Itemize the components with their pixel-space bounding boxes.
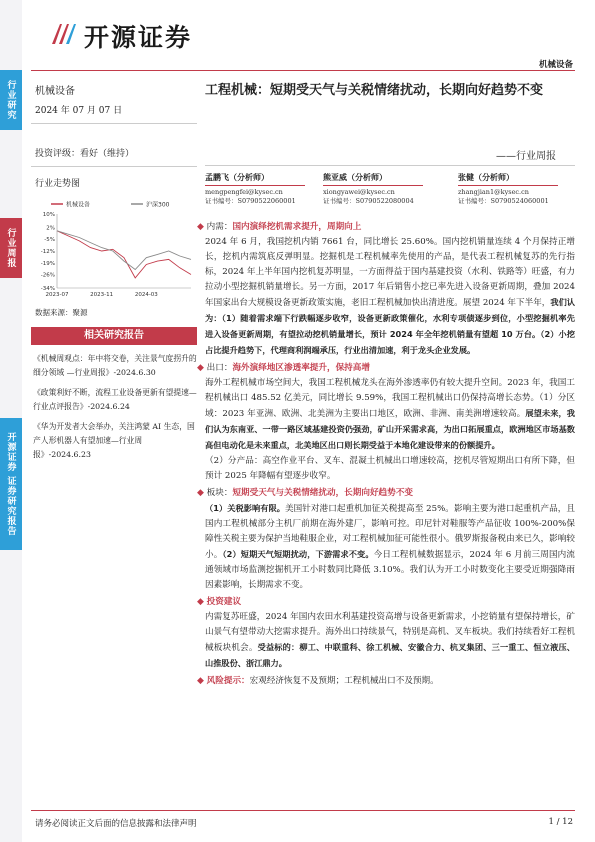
related-report-item[interactable]: 《华为开发者大会举办，关注鸿蒙 AI 生态，国产人形机器人有望加速—行业周报》-2024.6.23 xyxy=(33,422,195,459)
analyst-card xyxy=(205,172,325,205)
paragraph-sector xyxy=(197,501,575,593)
section-heading-sector xyxy=(197,486,575,501)
section-heading-advice xyxy=(197,595,575,610)
x-tick-label: 2023-11 xyxy=(90,292,114,298)
paragraph-bold: （2）短期天气短期扰动，下游需求不变。 xyxy=(222,549,374,559)
legend-label: 机械设备 xyxy=(66,201,91,209)
risk-warning xyxy=(197,674,575,689)
section-heading-export xyxy=(197,361,575,376)
paragraph-text: 美国针对港口起重机加征关税提高至 25%。影响主要为港口起重机产品，且国内工程机械部分主机厂前期在海外建厂，影响可控。印尼针对鞋服等产品征收 100%-200%保障性关税主要为保护当地鞋服企业，对工程机械加征可能性很小。俄罗斯报备税由来已久，影响较小。 xyxy=(205,504,575,560)
trend-title: 行业走势图 xyxy=(35,179,81,189)
analyst-underline xyxy=(323,185,423,186)
section-heading-prefix: 板块： xyxy=(206,488,233,498)
section-heading-text: 投资建议 xyxy=(206,597,242,607)
series-line xyxy=(57,231,191,278)
paragraph-bold: 我们认为：（1）随着需求端下行跌幅逐步收窄，设备更新政策催化，水利专项债逐步到位，小型挖掘机率先进入设备更新周期，有望拉动挖机销量增长，预计 2024 年全年挖机销量有望超 10 万台。（2）小挖占比提升趋势下，代理商利润端承压，行业出清加速，利于龙头企业发展。 xyxy=(205,297,575,355)
analyst-name: 张健（分析师） xyxy=(458,173,514,182)
left-date: 2024 年 07 月 07 日 xyxy=(35,106,123,116)
analyst-card xyxy=(458,172,575,205)
left-divider-2 xyxy=(31,166,197,167)
report-body xyxy=(197,220,575,689)
header-category: 机械设备 xyxy=(538,60,573,70)
x-tick-label: 2023-07 xyxy=(45,292,69,298)
analyst-cert: 证书编号：S0790524060001 xyxy=(458,197,549,205)
sidebar-tab-industry-research: 行业研究 xyxy=(0,70,22,130)
data-source: 数据来源：聚源 xyxy=(35,308,88,317)
paragraph-text: 今日工程机械数据显示，2024 年 6 月前三周国内流通领域市场监测挖掘机开工小时数同比降低 3.10%。我们认为开工小时数变化主要受近期强降雨因素影响，长期需求不变。 xyxy=(205,550,575,590)
section-heading-text: 国内演绎挖机需求提升，周期向上 xyxy=(232,222,362,232)
risk-heading: 风险提示： xyxy=(206,676,250,686)
paragraph-bold: 展望未来，我们认为东南亚、一带一路区域基建投资仍强劲，矿山开采需求高，为出口拓展重点，欧洲地区市场基数高但电动化是未来重点，北美地区出口则长期受益于本地化建设带来的份额提升。 xyxy=(205,408,575,450)
diamond-bullet-icon: ◆ xyxy=(197,488,204,498)
footer-disclaimer: 请务必阅读正文后面的信息披露和法律声明 xyxy=(35,819,197,829)
analyst-cert: 证书编号：S0790522060001 xyxy=(205,197,296,205)
y-tick-label: -19% xyxy=(40,260,55,267)
paragraph-text: 海外工程机械市场空间大，我国工程机械龙头在海外渗透率仍有较大提升空间。2023 年，我国工程机械出口 485.52 亿美元，同比增长 9.59%，我国工程机械出口仍保持高增长态势。（1）分区域：2023 年亚洲、欧洲、北美洲为主要出口地区，欧洲、非洲、南美洲增速较高。 xyxy=(205,378,575,419)
legend-label: 沪深300 xyxy=(146,201,170,209)
y-tick-label: -34% xyxy=(40,286,55,292)
diamond-bullet-icon: ◆ xyxy=(197,363,204,373)
report-type: ——行业周报 xyxy=(496,151,556,162)
risk-text: 宏观经济恢复不及预期；工程机械出口不及预期。 xyxy=(249,676,439,686)
paragraph-bold: 受益标的：柳工、中联重科、徐工机械、安徽合力、杭叉集团、三一重工、恒立液压、山推股份、浙江鼎力。 xyxy=(205,642,575,668)
paragraph-export xyxy=(197,376,575,454)
analyst-email[interactable]: xiongyawei@kysec.cn xyxy=(323,188,395,196)
y-tick-label: 2% xyxy=(46,225,55,232)
x-tick-label: 2024-03 xyxy=(134,292,158,298)
y-tick-label: 10% xyxy=(42,212,55,218)
diamond-bullet-icon: ◆ xyxy=(197,597,204,607)
paragraph-bold: （1）关税影响有限。 xyxy=(205,503,285,513)
section-heading-text: 海外演绎地区渗透率提升，保持高增 xyxy=(232,363,370,373)
y-tick-label: -26% xyxy=(40,272,55,279)
report-title: 工程机械：短期受天气与关税情绪扰动，长期向好趋势不变 xyxy=(205,83,544,98)
paragraph-text: 2024 年 6 月，我国挖机内销 7661 台，同比增长 25.60%。国内挖机销量连续 4 个月保持正增长，挖机内需筑底反弹明显。挖掘机是工程机械率先使用的产品，是代表工程机械复苏的先行指标，2024 年上半年国内挖机复苏明显，一方面得益于国内基建投资（水利、铁路等）旺盛，有力拉动小型挖掘机销量增长。另一方面，2017 年后销售小挖已率先进入设备更新周期，叠加 2024 年国家出台大规模设备更新政策实施，老旧工程机械加快出清进度。展望 2024 年下半年， xyxy=(205,237,575,308)
trend-chart-svg xyxy=(31,196,197,306)
section-heading-prefix: 内需： xyxy=(206,222,233,232)
paragraph-text: 内需复苏旺盛，2024 年国内农田水利基建投资高增与设备更新需求，小挖销量有望保持增长，矿山景气有望带动大挖需求提升。海外出口持续景气，特别是高机、叉车板块。我们持续看好工程机械板块机会。 xyxy=(205,612,575,653)
trend-chart xyxy=(31,196,197,306)
y-tick-label: -12% xyxy=(40,249,55,255)
diamond-bullet-icon: ◆ xyxy=(197,676,204,686)
kaiyuan-logo-icon xyxy=(48,18,80,50)
paragraph-domestic xyxy=(197,235,575,359)
left-divider-1 xyxy=(31,123,197,124)
analyst-name: 熊亚威（分析师） xyxy=(323,173,387,182)
related-report-item[interactable]: 《机械周观点：年中将交卷，关注景气度拐升的细分领域 —行业周报》-2024.6.30 xyxy=(33,354,197,377)
diamond-bullet-icon: ◆ xyxy=(197,222,204,232)
paragraph-export-products: （2）分产品：高空作业平台、叉车、混凝土机械出口增速较高，挖机尽管短期出口有所下降，但预计 2025 年降幅有望逐步收窄。 xyxy=(205,456,575,481)
section-heading-text: 短期受天气与关税情绪扰动，长期向好趋势不变 xyxy=(232,488,413,498)
footer-divider xyxy=(31,810,575,811)
sidebar-tab-weekly-report: 行业周报 xyxy=(0,218,22,278)
title-divider xyxy=(205,165,575,166)
related-reports-heading: 相关研究报告 xyxy=(31,327,197,345)
analyst-email[interactable]: zhangjian1@kysec.cn xyxy=(458,188,529,196)
analyst-card xyxy=(323,172,443,205)
analyst-underline xyxy=(205,185,305,186)
analyst-email[interactable]: mengpengfei@kysec.cn xyxy=(205,188,283,196)
analyst-name: 孟鹏飞（分析师） xyxy=(205,173,269,182)
related-report-item[interactable]: 《政策利好不断，流程工业设备更新有望提速—行业点评报告》-2024.6.24 xyxy=(33,388,197,411)
brand-name: 开源证券 xyxy=(84,23,193,52)
rating: 投资评级：看好（维持） xyxy=(35,149,135,159)
left-sector: 机械设备 xyxy=(35,86,75,97)
section-heading-prefix: 出口： xyxy=(206,363,233,373)
series-line xyxy=(57,231,191,270)
header-divider xyxy=(31,70,575,71)
analyst-row xyxy=(205,172,575,216)
section-heading-domestic xyxy=(197,220,575,235)
paragraph-advice xyxy=(197,610,575,672)
page-number: 1 / 12 xyxy=(548,817,573,827)
sidebar-tab-securities-report: 开源证券 证券研究报告 xyxy=(0,418,22,550)
y-tick-label: -5% xyxy=(44,237,55,244)
related-reports-list xyxy=(33,352,197,462)
analyst-underline xyxy=(458,185,558,186)
analyst-cert: 证书编号：S0790522080004 xyxy=(323,197,414,205)
